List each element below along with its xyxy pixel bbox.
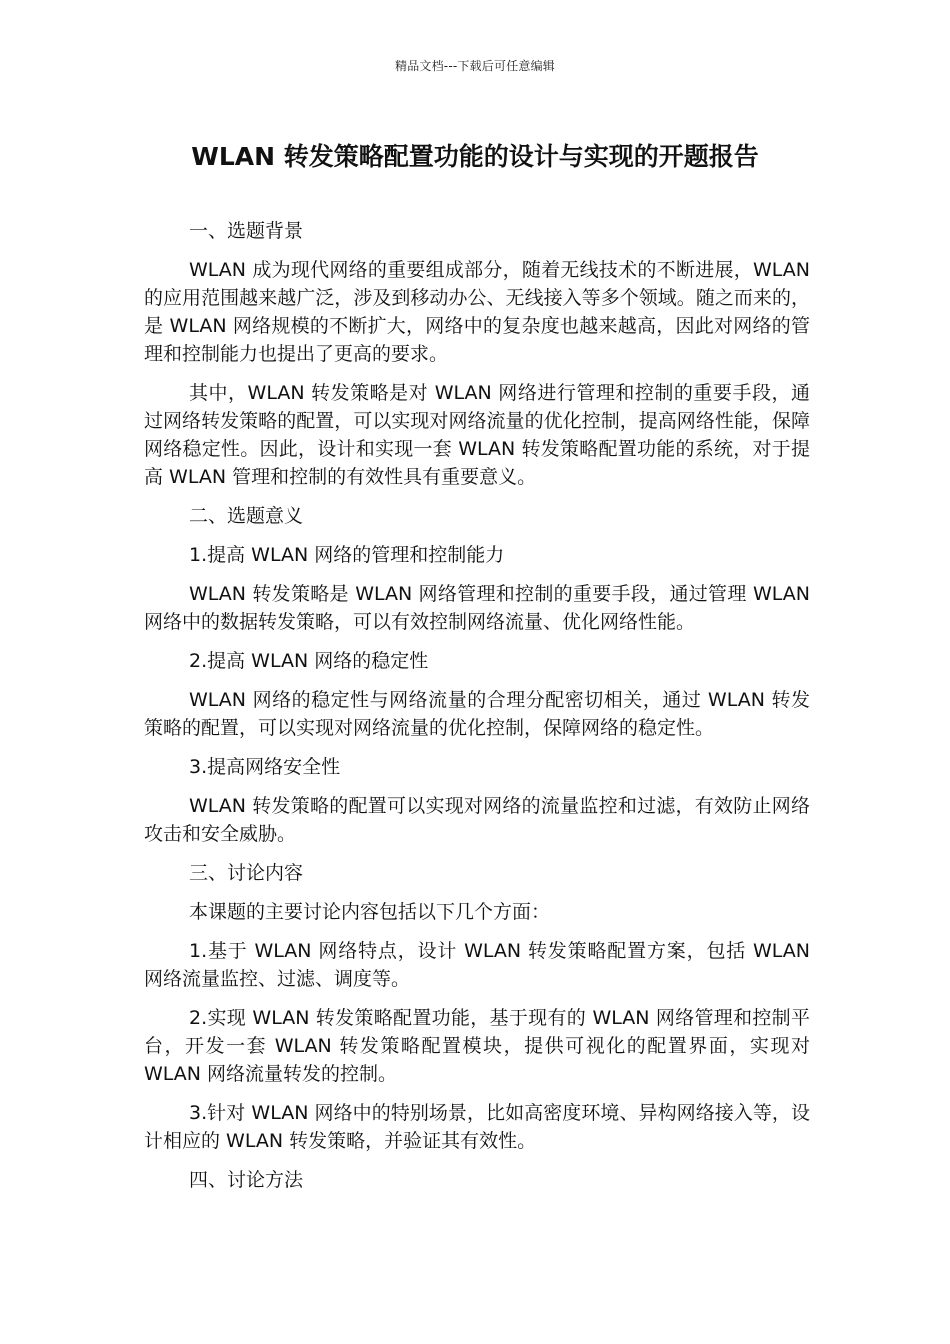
paragraph-background-2: 其中，WLAN 转发策略是对 WLAN 网络进行管理和控制的重要手段，通过网络转发策略的配置，可以实现对网络流量的优化控制，提高网络性能，保障网络稳定性。因此，设计和实现一套 WLAN 转发策略配置功能的系统，对于提高 WLAN 管理和控制的有效性具有重要意义。	[144, 382, 810, 488]
paragraph-management: WLAN 转发策略是 WLAN 网络管理和控制的重要手段，通过管理 WLAN 网络中的数据转发策略，可以有效控制网络流量、优化网络性能。	[144, 583, 810, 633]
document-body	[144, 217, 810, 1205]
section-heading-background: 一、选题背景	[189, 220, 304, 242]
document-title: WLAN 转发策略配置功能的设计与实现的开题报告	[191, 142, 759, 171]
list-item-content-2: 2.实现 WLAN 转发策略配置功能，基于现有的 WLAN 网络管理和控制平台，开发一套 WLAN 转发策略配置模块，提供可视化的配置界面，实现对 WLAN 网络流量转发的控制。	[144, 1007, 810, 1085]
subheading-security: 3.提高网络安全性	[189, 756, 341, 778]
paragraph-stability: WLAN 网络的稳定性与网络流量的合理分配密切相关，通过 WLAN 转发策略的配置，可以实现对网络流量的优化控制，保障网络的稳定性。	[144, 689, 810, 739]
paragraph-security: WLAN 转发策略的配置可以实现对网络的流量监控和过滤，有效防止网络攻击和安全威胁。	[144, 795, 810, 845]
list-item-content-3: 3.针对 WLAN 网络中的特别场景，比如高密度环境、异构网络接入等，设计相应的 WLAN 转发策略，并验证其有效性。	[144, 1102, 810, 1152]
section-heading-method: 四、讨论方法	[189, 1169, 304, 1191]
paragraph-background-1: WLAN 成为现代网络的重要组成部分，随着无线技术的不断进展，WLAN 的应用范围越来越广泛，涉及到移动办公、无线接入等多个领域。随之而来的，是 WLAN 网络规模的不断扩大，网络中的复杂度也越来越高，因此对网络的管理和控制能力也提出了更高的要求。	[144, 259, 810, 365]
section-heading-content: 三、讨论内容	[189, 862, 304, 884]
subheading-management: 1.提高 WLAN 网络的管理和控制能力	[189, 544, 505, 566]
list-item-content-1: 1.基于 WLAN 网络特点，设计 WLAN 转发策略配置方案，包括 WLAN 网络流量监控、过滤、调度等。	[144, 940, 810, 990]
paragraph-content-intro: 本课题的主要讨论内容包括以下几个方面：	[189, 901, 551, 923]
header-note: 精品文档---下载后可任意编辑	[395, 59, 555, 73]
section-heading-significance: 二、选题意义	[189, 505, 304, 527]
subheading-stability: 2.提高 WLAN 网络的稳定性	[189, 650, 429, 672]
